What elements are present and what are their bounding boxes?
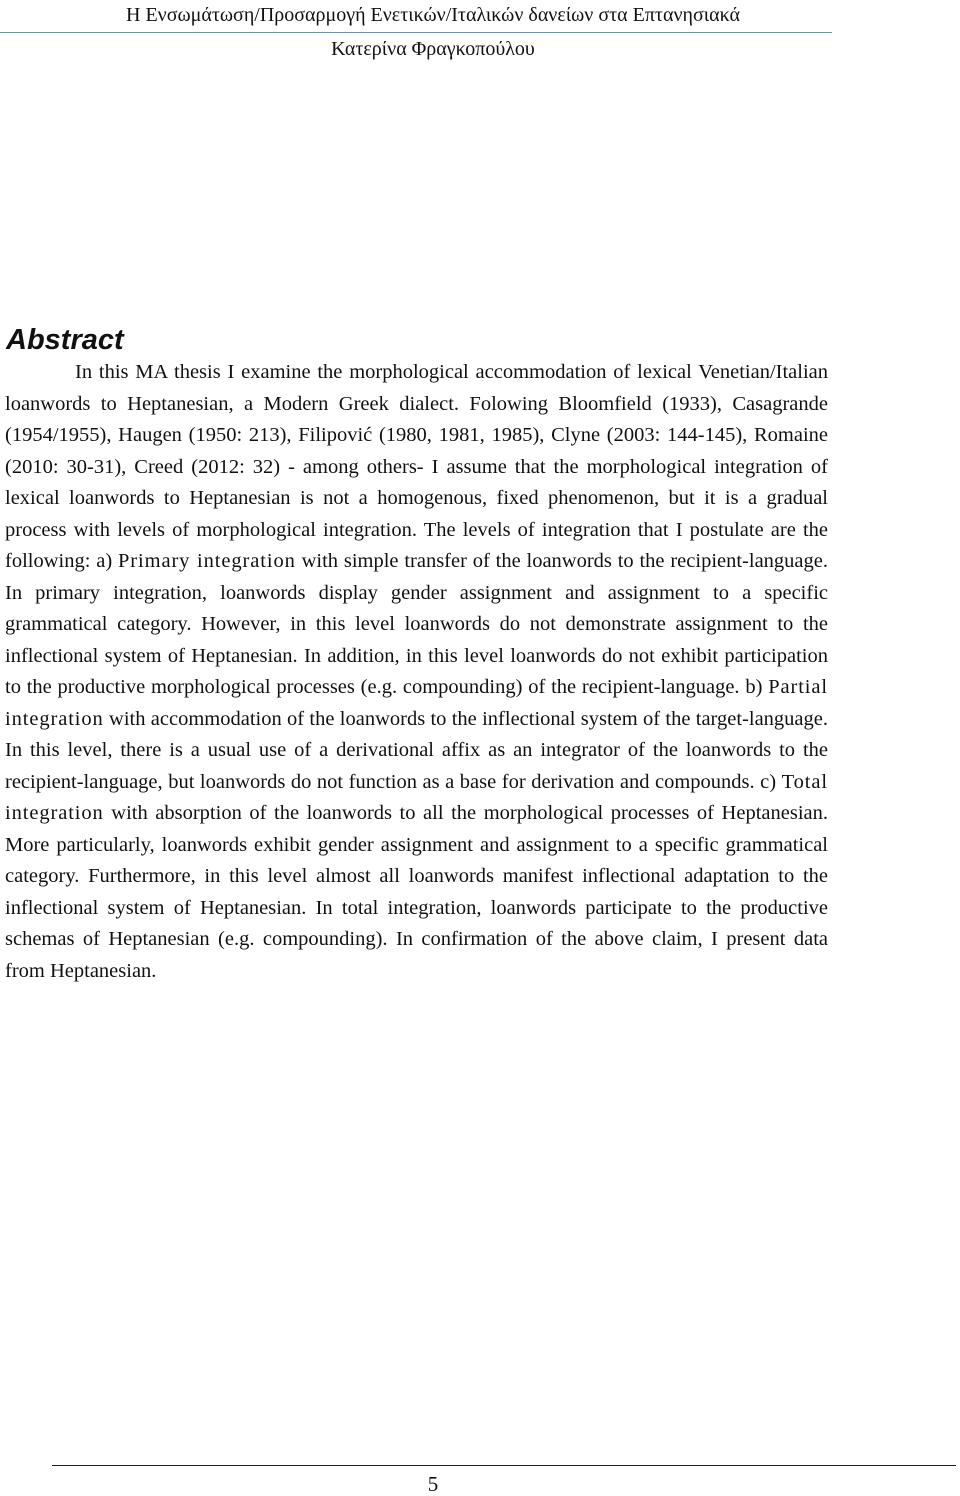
header-divider bbox=[0, 32, 832, 33]
term-partial-integration: Partial integration bbox=[5, 676, 828, 730]
abstract-text-part-2: with simple transfer of the loanwords to the recipient-language. In primary integration, loanwords display gender assignment and assignment to a specific grammatical category. However, in this level loanwords do not demonstrate assignment to the inflectional system of Heptanesian. In addition, in this level loanwords do not exhibit participation to the productive morphological processes (e.g. compounding) of the recipient-language. b) bbox=[5, 550, 829, 698]
page-header bbox=[0, 0, 960, 66]
abstract-body bbox=[5, 357, 828, 987]
abstract-text-part-3: with accommodation of the loanwords to the inflectional system of the target-language. In this level, there is a usual use of a derivational affix as an integrator of the loanwords to the recipient-language, but loanwords do not function as a base for derivation and compounds. c) bbox=[5, 707, 828, 793]
abstract-text-part-1: In this MA thesis I examine the morphological accommodation of lexical Venetian/Italian loanwords to Heptanesian, a Modern Greek dialect. Folowing Bloomfield (1933), Casagrande (1954/1955), Haugen (1950: 213), Filipović (1980, 1981, 1985), Clyne (2003: 144-145), Romaine (2010: 30-31), Creed (2012: 32) - among others- I assume that the morphological integration of lexical loanwords to Heptanesian is not a homogenous, fixed phenomenon, but it is a gradual process with levels of morphological integration. The levels of integration that I postulate are the following: a) bbox=[5, 361, 828, 572]
abstract-heading: Abstract bbox=[6, 324, 124, 356]
footer-divider bbox=[52, 1465, 956, 1466]
header-author: Κατερίνα Φραγκοπούλου bbox=[331, 38, 535, 60]
header-title: Η Ενσωμάτωση/Προσαρμογή Ενετικών/Ιταλικών δανείων στα Επτανησιακά bbox=[126, 4, 740, 26]
term-total-integration: Total integration bbox=[5, 770, 828, 824]
term-primary-integration: Primary integration bbox=[117, 550, 296, 572]
abstract-text-part-4: with absorption of the loanwords to all the morphological processes of Heptanesian. More particularly, loanwords exhibit gender assignment and assignment to a specific grammatical category. Furthermore, in this level almost all loanwords manifest inflectional adaptation to the inflectional system of Heptanesian. In total integration, loanwords participate to the productive schemas of Heptanesian (e.g. compounding). In confirmation of the above claim, I present data from Heptanesian. bbox=[5, 802, 828, 982]
page-number: 5 bbox=[427, 1472, 439, 1496]
